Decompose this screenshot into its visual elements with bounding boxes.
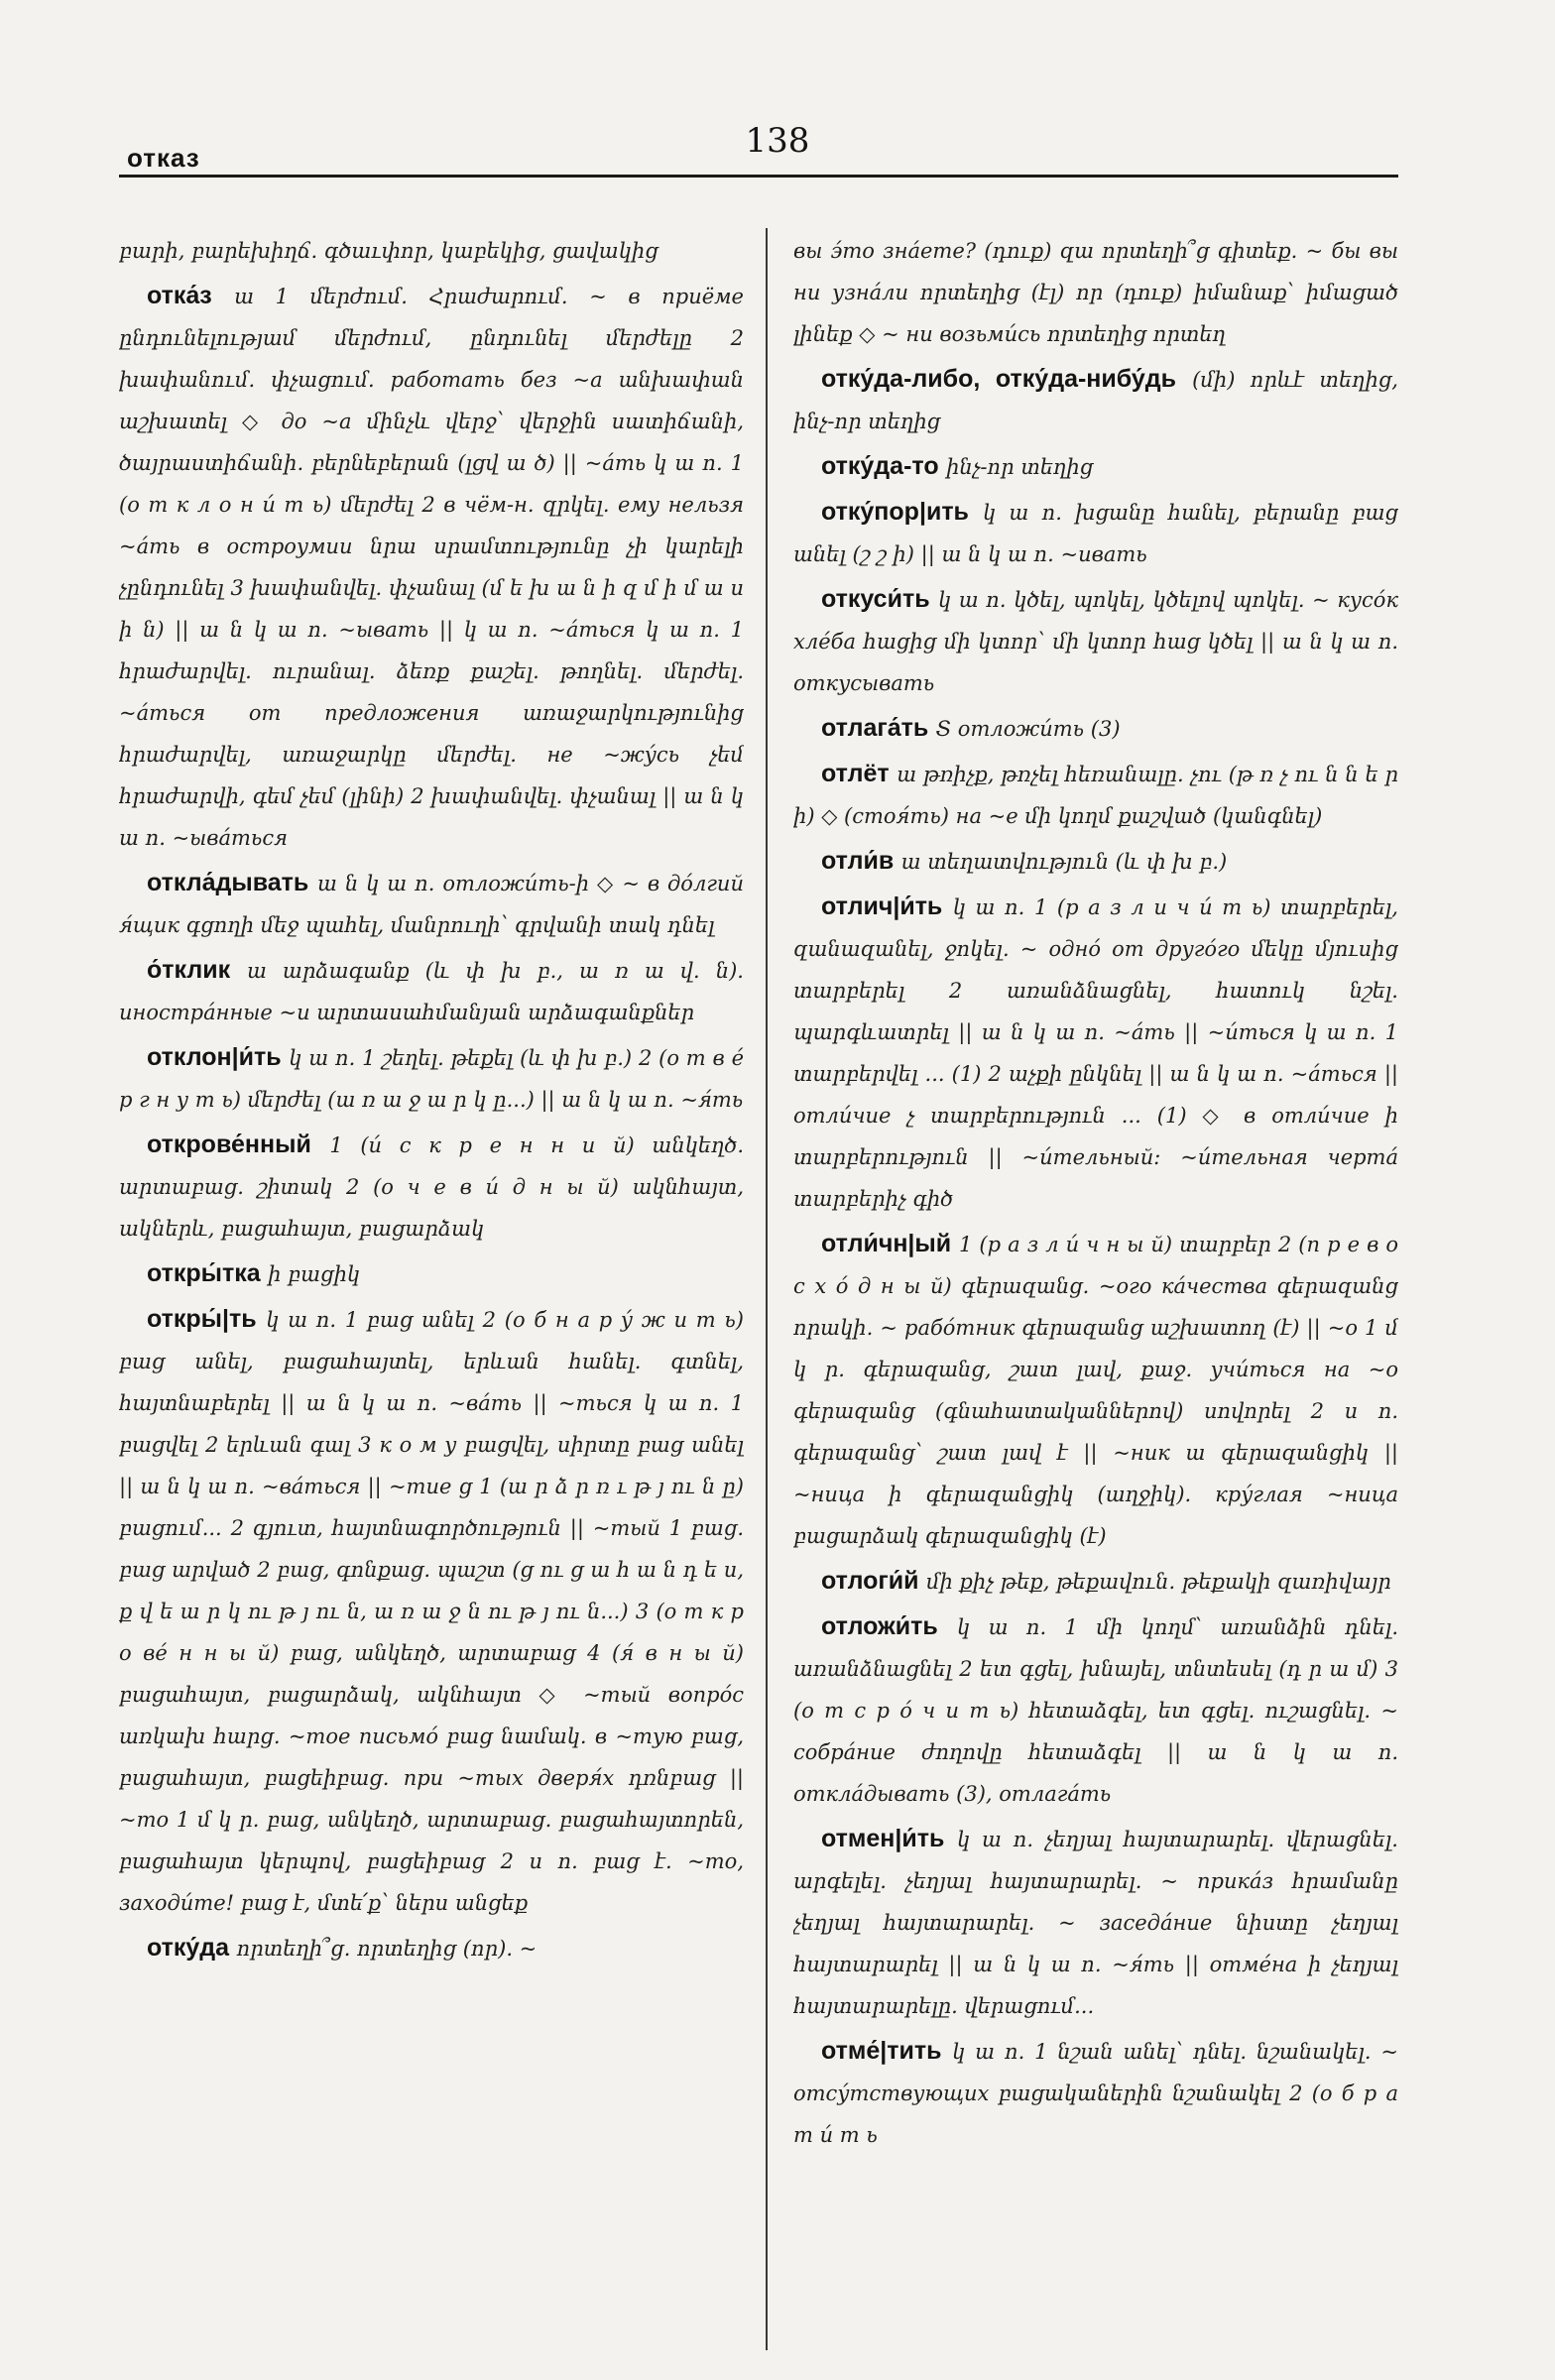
headword: отку́да-либо, отку́да-нибу́дь [821, 365, 1177, 393]
headword: отлоги́й [821, 1567, 919, 1595]
entry-definition: (մի) որևէ տեղից, ինչ-որ տեղից [793, 368, 1398, 433]
dictionary-entry [793, 446, 1398, 488]
dictionary-entry [793, 492, 1398, 575]
headword: отлич|и́ть [821, 892, 943, 920]
headword: откуси́ть [821, 585, 930, 613]
headword: отме́|тить [821, 2037, 942, 2065]
headword: отлага́ть [821, 714, 929, 742]
dictionary-entry [793, 359, 1398, 442]
entry-definition: 1 (р а з л и́ ч н ы й) տարբեր 2 (п р е в о с х о́ д н ы й) գերազանց. ~ого ка́чества գերազանց որակի. ~ рабо́тник գերազանց աշխատող (է) || ~о 1 մ կ ր. գերազանց, շատ լավ, քաջ. учи́ться на ~о գերազանց (գնահատականներով) սովորել 2 ս ո. գերազանց՝ շատ լավ է || ~ник ա գերազանցիկ || ~ница ի գերազանցիկ (աղջիկ). кру́глая ~ница բացարձակ գերազանցիկ (է) [793, 1233, 1398, 1548]
page-number: 138 [745, 121, 810, 161]
entry-definition: որտեղի՞ց. որտեղից (որ). ~ [236, 1937, 538, 1961]
continued-entry [793, 230, 1398, 355]
headword: отка́з [147, 282, 212, 309]
entry-definition: ա ն կ ա ո. отложи́ть-ի ◇ ~ в до́лгий я́щик գցողի մեջ պահել, մանրուղի՝ գրվանի տակ դնել [119, 872, 744, 937]
dictionary-entry [793, 2031, 1398, 2156]
dictionary-entry [793, 841, 1398, 883]
dictionary-entry [119, 276, 744, 859]
entry-definition: մի քիչ թեք, թեքավուն. թեքակի զառիվայր [926, 1570, 1391, 1594]
entry-definition: կ ա ո. խցանը հանել, բերանը բաց անել (շ շ ի) || ա ն կ ա ո. ~ивать [793, 501, 1398, 566]
headword: откры́|ть [147, 1305, 257, 1333]
headword: отку́да-то [821, 452, 939, 480]
entry-definition: կ ա ո. 1 շեղել. թեքել (և փ խ բ.) 2 (о т в е́ р г н у т ь) մերժել (ա ռ ա ջ ա ր կ ը...) || ա ն կ ա ո. ~я́ть [119, 1046, 744, 1112]
right-column [793, 230, 1398, 2352]
left-column [119, 230, 744, 2352]
dictionary-entry [119, 1037, 744, 1121]
dictionary-entry [119, 1928, 744, 1969]
entry-definition: ի բացիկ [268, 1262, 361, 1286]
dictionary-entry [793, 1606, 1398, 1815]
entry-definition: 1 (и́ с к р е н н и й) անկեղծ. արտաբաց. շիտակ 2 (о ч е в и́ д н ы й) ակնհայտ, ակներև, բացահայտ, բացարձակ [119, 1133, 744, 1241]
dictionary-entry [793, 754, 1398, 837]
dictionary-entry [793, 1819, 1398, 2027]
headword: откры́тка [147, 1259, 261, 1287]
headword: отлёт [821, 760, 890, 787]
continued-entry [119, 230, 744, 272]
dictionary-entry [793, 887, 1398, 1220]
headword: отли́чн|ый [821, 1230, 952, 1257]
dictionary-entry [793, 1561, 1398, 1603]
headword: отложи́ть [821, 1612, 938, 1640]
dictionary-entry [119, 1299, 744, 1924]
entry-definition: կ ա ո. կծել, պոկել, կծելով պոկել. ~ кусо́к хле́ба հացից մի կտոր՝ մի կտոր հաց կծել || ա ն կ ա ո. откусывать [793, 588, 1398, 695]
entry-definition: կ ա ո. 1 նշան անել՝ դնել. նշանակել. ~ отсу́тствующих բացականերին նշանակել 2 (о б р а т и́ т ь [793, 2040, 1398, 2147]
headword: отку́пор|ить [821, 498, 969, 526]
column-divider [766, 228, 768, 2350]
entry-definition: ինչ-որ տեղից [946, 455, 1094, 479]
dictionary-entry [793, 708, 1398, 750]
entry-definition: բարի, բարեխիղճ. գծաւփոր, կաբեկից, ցավակից [119, 239, 658, 263]
header-rule [119, 175, 1398, 178]
entry-definition: կ ա ո. 1 մի կողմ՝ առանձին դնել. առանձնացնել 2 ետ գցել, խնայել, տնտեսել (դ ր ա մ) 3 (о т с р о́ ч и т ь) հետաձգել, ետ գցել. ուշացնել. ~ собра́ние ժողովը հետաձգել || ա ն կ ա ո. откла́дывать (3), отлага́ть [793, 1615, 1398, 1806]
entry-definition: ա թռիչք, թռչել հեռանալը. չու (թ ռ չ ու ն ն ե ր ի) ◇ (стоя́ть) на ~е մի կողմ քաշված (կանգնել) [793, 763, 1398, 828]
headword: откла́дывать [147, 869, 309, 896]
entry-definition: ա արձագանք (և փ խ բ., ա ռ ա վ. ն). иностра́нные ~и արտասահմանյան արձագանքներ [119, 959, 744, 1024]
running-head: отказ [127, 143, 200, 173]
entry-definition: կ ա ո. 1 բաց անել 2 (о б н а р у́ ж и т ь) բաց անել, բացահայտել, երևան հանել. գտնել, հայտնաբերել || ա ն կ ա ո. ~ва́ть || ~ться կ ա ո. 1 բացվել 2 երևան գալ 3 к о м у բացվել, սիրտը բաց անել || ա ն կ ա ո. ~ва́ться || ~тие ց 1 (ա ր ձ ր ռ ւ թ յ ու ն ը) բացում... 2 գյուտ, հայտնագործություն || ~тый 1 բաց. բաց արված 2 բաց, գոնքաց. պաշտ (ց ու ց ա հ ա ն դ ե ս, ք վ ե ա ր կ ու թ յ ու ն, ա ռ ա ջ ն ու թ յ ու ն...) 3 (о т к р о ве́ н н ы й) բաց, անկեղծ, արտաբաց 4 (я́ в н ы й) բացահայտ, բացարձակ, ակնհայտ ◇ ~тый вопро́с առկախ հարց. ~тое письмо́ բաց նամակ. в ~тую բաց, բացահայտ, բացեիբաց. при ~тых дверя́х դռնբաց || ~то 1 մ կ ր. բաց, անկեղծ, արտաբաց. բացահայտորեն, բացահայտ կերպով, բացեիբաց 2 ս ո. բաց է. ~то, заходи́те! բաց է, մտե՛ք՝ ներս անցեք [119, 1308, 744, 1915]
entry-definition: Տ отложи́ть (3) [935, 717, 1121, 741]
headword: отку́да [147, 1934, 230, 1962]
dictionary-entry [119, 950, 744, 1033]
dictionary-entry [119, 863, 744, 946]
entry-definition: ա տեղատվություն (և փ խ բ.) [900, 850, 1228, 874]
entry-definition: կ ա ո. չեղյալ հայտարարել. վերացնել. արգելել. չեղյալ հայտարարել. ~ прика́з հրամանը չեղյալ հայտարարել. ~ заседа́ние նիստը չեղյալ հայտարարել || ա ն կ ա ո. ~я́ть || отме́на ի չեղյալ հայտարարելը. վերացում... [793, 1828, 1398, 2018]
dictionary-entry [119, 1253, 744, 1295]
headword: отклон|и́ть [147, 1043, 282, 1071]
headword: открове́нный [147, 1130, 311, 1158]
page-header [0, 109, 1555, 178]
dictionary-entry [119, 1125, 744, 1250]
headword: отли́в [821, 847, 895, 875]
entry-definition: կ ա ո. 1 (р а з л и ч и́ т ь) տարբերել, զանազանել, ջոկել. ~ одно́ от друго́го մեկը մյուսից տարբերել 2 առանձնացնել, հատուկ նշել. պարգևատրել || ա ն կ ա ո. ~а́ть || ~и́ться կ ա ո. 1 տարբերվել ... (1) 2 աչքի ընկնել || ա ն կ ա ո. ~а́ться || отли́чие չ տարբերություն ... (1) ◇ в отли́чие ի տարբերություն || ~и́тельный: ~и́тельная черта́ տարբերիչ գիծ [793, 895, 1398, 1211]
headword: отмен|и́ть [821, 1825, 945, 1852]
dictionary-entry [793, 579, 1398, 704]
dictionary-entry [793, 1224, 1398, 1557]
headword: о́тклик [147, 956, 231, 984]
entry-definition: вы э́то зна́ете? (դուք) զա որտեղի՞ց գիտեք. ~ бы вы ни узна́ли որտեղից (էլ) որ (դուք) իմանաք՝ իմացած լինեք ◇ ~ ни возьми́сь որտեղից որտեղ [793, 239, 1398, 346]
entry-definition: ա 1 մերժում. Հրաժարում. ~ в приёме ընդունելությամ մերժում, ընդունել մերժելը 2 խափանում. փչացում. работать без ~а անխափան աշխատել ◇ до ~а մինչև վերջ՝ վերջին սատիճանի, ծայրաստիճանի. բերնեբերան (լցվ ա ծ) || ~а́ть կ ա ո. 1 (о т к л о н и́ т ь) մերժել 2 в чём-н. զրկել. ему нельзя ~а́ть в остроумии նրա սրամտությունը չի կարելի չընդունել 3 խափանվել. փչանալ (մ ե խ ա ն ի զ մ ի մ ա ս ի ն) || ա ն կ ա ո. ~ывать || կ ա ո. ~а́ться կ ա ո. 1 հրաժարվել. ուրանալ. ձեռք քաշել. թողնել. մերժել. ~а́ться от предложения առաջարկությունից հրաժարվել, առաջարկը մերժել. не ~жу́сь չեմ հրաժարվի, գեմ չեմ (լինի) 2 խափանվել. փչանալ || ա ն կ ա ո. ~ыва́ться [119, 285, 744, 850]
